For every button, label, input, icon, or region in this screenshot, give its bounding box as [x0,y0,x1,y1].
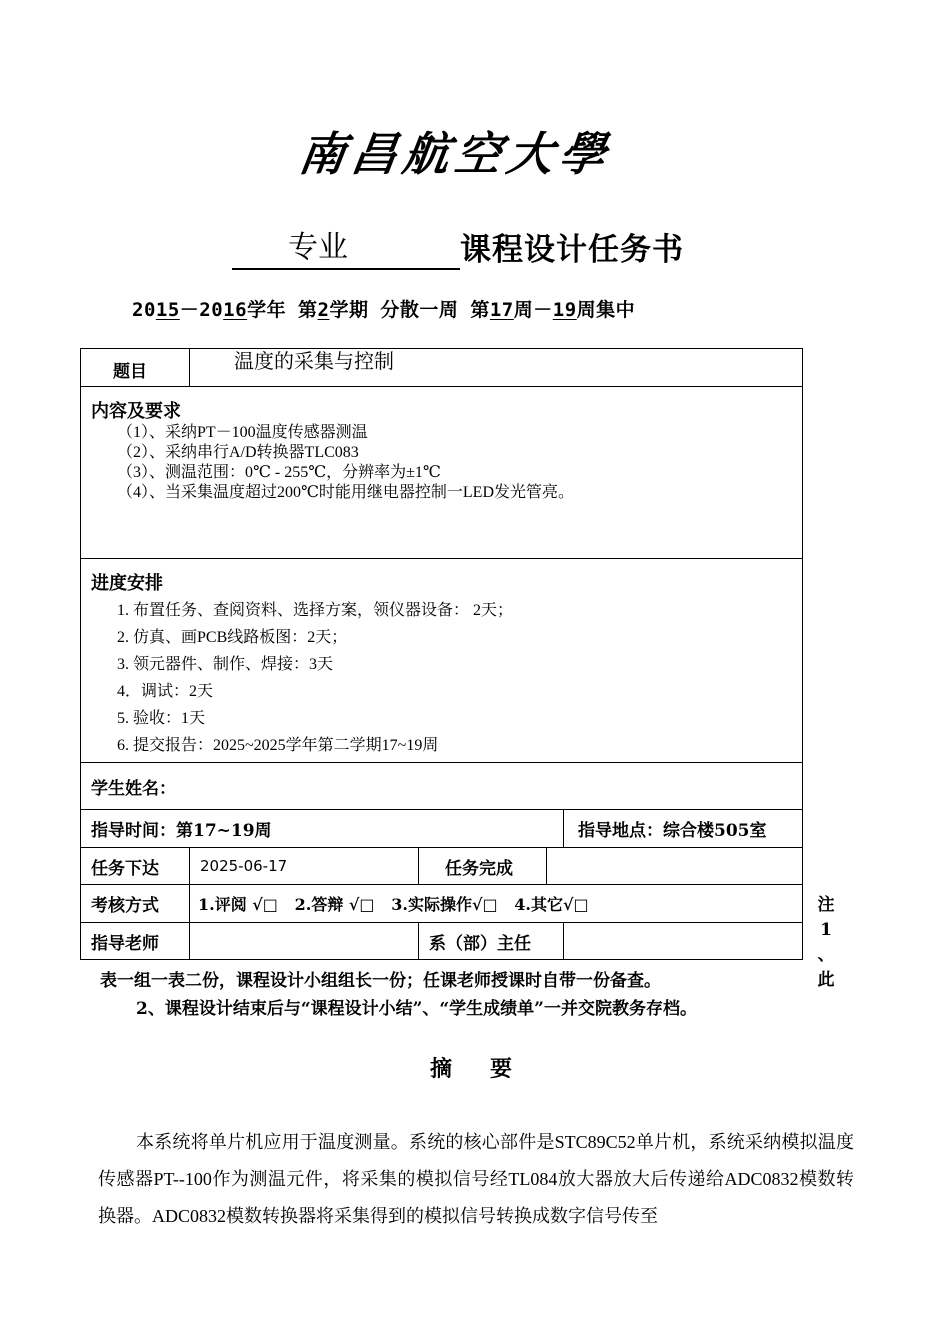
assess-label: 考核方式 [81,885,190,923]
requirements-row [81,387,803,559]
schedule-item: 6. 提交报告：2025~2025学年第二学期17~19周 [117,737,439,754]
major-field: 专业 [232,228,460,270]
assess-options: 1.评阅 √□ 2.答辩 √□ 3.实际操作√□ 4.其它√□ [190,885,803,923]
week-start-field: 17 [489,299,514,321]
schedule-item: 3. 领元器件、制作、焊接：3天 [117,656,334,673]
teacher-value [190,923,419,960]
task-table [80,348,803,960]
note-line-1: 表一组一表二份，课程设计小组组长一份；任课老师授课时自带一份备查。 [100,971,661,991]
side-note-char: 此 [817,970,835,990]
student-name-row [81,763,803,810]
assign-row [81,848,803,885]
title-text: 课程设计任务书 [460,232,684,268]
topic-row [81,349,803,387]
schedule-item: 4．调试：2天 [117,683,214,700]
side-note [814,893,838,993]
page-title [232,228,684,274]
schedule-cell [81,559,803,763]
schedule-item: 5. 验收：1天 [117,710,206,727]
guide-row [81,810,803,848]
schedule-item: 2. 仿真、画PCB线路板图：2天； [117,629,348,646]
guide-time: 指导时间：第17~19周 [81,810,564,848]
complete-value [547,848,803,885]
side-note-char: 、 [817,945,835,965]
requirement-item: （1）、采纳PT－100温度传感器测温 [117,424,368,441]
week-label: 学期 分散一周 第 [329,299,490,321]
assign-label: 任务下达 [81,848,190,885]
topic-value: 温度的采集与控制 [190,349,803,387]
week-end-field: 19 [552,299,577,321]
university-logo: 南昌航空大學 [295,127,616,181]
student-name-label: 学生姓名： [81,763,803,810]
side-note-char: 注 [817,895,835,915]
dept-head-label: 系（部）主任 [419,923,564,960]
note-line-2: 2、课程设计结束后与“课程设计小结”、“学生成绩单”一并交院教务存档。 [136,999,697,1019]
side-note-char: 1 [820,920,832,940]
schedule-row [81,559,803,763]
term-label: 学年 第 [247,299,318,321]
year-end-field: 16 [223,299,248,321]
semester-dash: －20 [179,299,224,321]
assign-date: 2025-06-17 [190,848,419,885]
requirement-item: （3）、测温范围：0℃ - 255℃，分辨率为±1℃ [117,464,441,481]
requirements-cell [81,387,803,559]
teacher-label: 指导老师 [81,923,190,960]
schedule-heading: 进度安排 [91,573,163,594]
topic-label: 题目 [81,349,190,387]
semester-prefix: 20 [132,299,156,321]
teacher-row [81,923,803,960]
requirement-item: （4）、当采集温度超过200℃时能用继电器控制一LED发光管亮。 [117,484,575,501]
semester-suffix: 周集中 [576,299,636,321]
abstract-title: 摘要 [429,1056,550,1082]
week-mid: 周－ [513,299,553,321]
assess-row [81,885,803,923]
abstract-body: 本系统将单片机应用于温度测量。系统的核心部件是STC89C52单片机，系统采纳模拟温度传感器PT--100作为测温元件，将采集的模拟信号经TL084放大器放大后传递给ADC0832模数转换器。ADC0832模数转换器将采集得到的模拟信号转换成数字信号传至 [98,1132,854,1226]
dept-head-value [564,923,803,960]
complete-label: 任务完成 [419,848,547,885]
guide-place: 指导地点：综合楼505室 [564,810,803,848]
requirements-heading: 内容及要求 [91,401,181,422]
requirement-item: （2）、采纳串行A/D转换器TLC083 [117,444,359,461]
schedule-item: 1. 布置任务、查阅资料、选择方案，领仪器设备： 2天； [117,602,514,619]
year-start-field: 15 [155,299,180,321]
semester-line [132,295,635,322]
term-field: 2 [317,299,330,321]
